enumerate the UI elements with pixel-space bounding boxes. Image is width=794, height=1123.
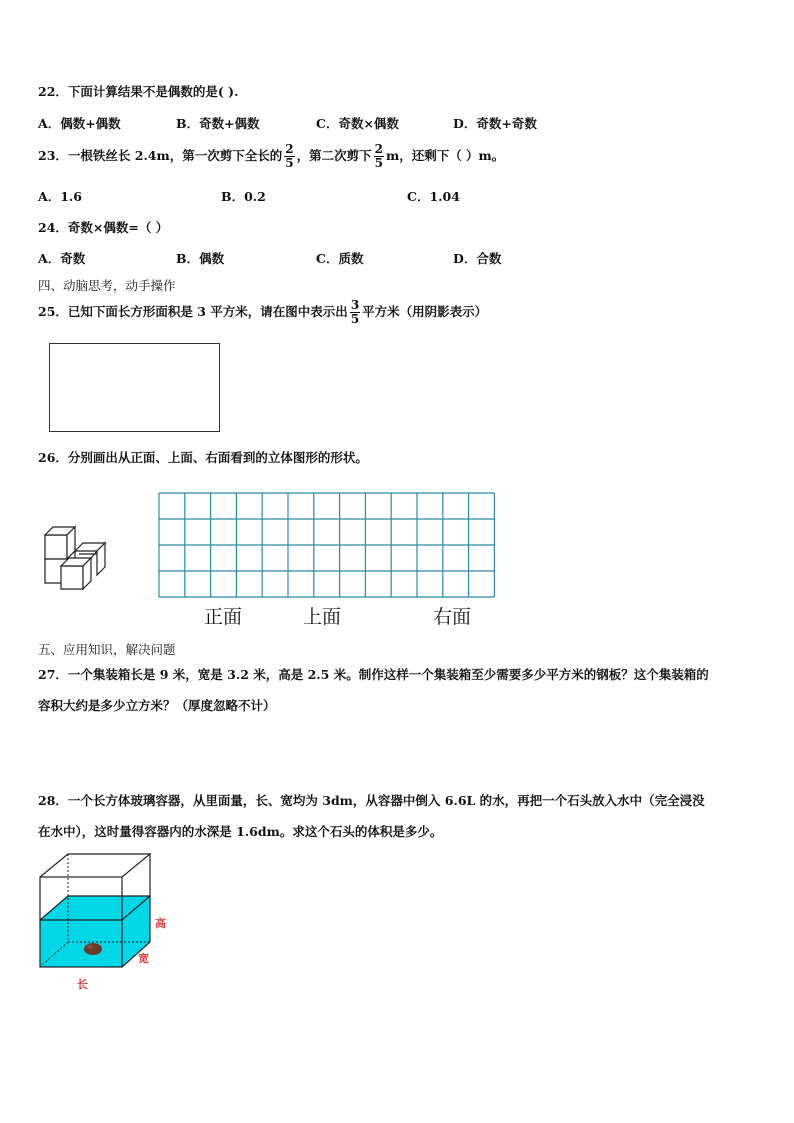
q23-frac1-numerator: 2 xyxy=(285,142,294,156)
container-width-label: 宽 xyxy=(138,952,149,965)
q23-fraction-2 xyxy=(374,143,384,170)
q24-option-a: A．奇数 xyxy=(38,251,86,266)
q23-fraction-1 xyxy=(284,143,294,170)
cube-stack-figure xyxy=(40,520,110,590)
q22-option-d: D．奇数+奇数 xyxy=(453,116,537,131)
q25-fraction xyxy=(350,299,360,326)
q23-option-b: B．0.2 xyxy=(221,189,266,204)
q25-stem-part-a: 25．已知下面长方形面积是 3 平方米，请在图中表示出 xyxy=(38,304,348,319)
q27-line-1: 27．一个集装箱长是 9 米，宽是 3.2 米，高是 2.5 米。制作这样一个集装箱至少需要多少平方米的钢板？这个集装箱的 xyxy=(38,667,709,682)
grid-label-top: 上面 xyxy=(303,606,342,628)
q23-stem-part-c: m，还剩下（ ）m。 xyxy=(385,148,505,163)
q27-line-2: 容积大约是多少立方米？（厚度忽略不计） xyxy=(38,698,276,713)
q23-stem xyxy=(38,142,504,170)
q28-line-1: 28．一个长方体玻璃容器，从里面量，长、宽均为 3dm，从容器中倒入 6.6L 的水，再把一个石头放入水中（完全浸没 xyxy=(38,793,705,808)
grid-label-right: 右面 xyxy=(433,606,472,628)
q24-option-d: D．合数 xyxy=(453,251,502,266)
q25-frac-numerator: 3 xyxy=(350,298,360,312)
q28-line-2: 在水中），这时量得容器内的水深是 1.6dm。求这个石头的体积是多少。 xyxy=(38,824,443,839)
section-4-heading: 四、动脑思考，动手操作 xyxy=(38,278,176,293)
q25-frac-denominator: 5 xyxy=(350,312,360,326)
q23-frac2-numerator: 2 xyxy=(374,142,383,156)
q25-stem xyxy=(38,298,487,326)
q24-stem: 24．奇数×偶数=（ ） xyxy=(38,220,169,235)
q23-stem-part-b: ，第二次剪下 xyxy=(296,148,372,163)
q24-option-c: C．质数 xyxy=(316,251,364,266)
q24-option-b: B．偶数 xyxy=(176,251,225,266)
q23-frac1-denominator: 5 xyxy=(285,156,294,170)
container-length-label: 长 xyxy=(77,978,88,991)
q23-option-a: A．1.6 xyxy=(38,189,82,204)
q23-stem-part-a: 23．一根铁丝长 2.4m，第一次剪下全长的 xyxy=(38,148,283,163)
stone-shape xyxy=(84,943,102,955)
q26-stem: 26．分别画出从正面、上面、右面看到的立体图形的形状。 xyxy=(38,450,368,465)
q22-option-b: B．奇数+偶数 xyxy=(176,116,260,131)
q22-option-c: C．奇数×偶数 xyxy=(316,116,399,131)
q25-rectangle[interactable] xyxy=(49,343,220,432)
q23-frac2-denominator: 5 xyxy=(374,156,383,170)
grid-label-front: 正面 xyxy=(204,606,243,628)
q22-option-a: A．偶数+偶数 xyxy=(38,116,121,131)
q25-stem-part-b: 平方米（用阴影表示） xyxy=(362,304,488,319)
q23-option-c: C．1.04 xyxy=(407,189,460,204)
q22-stem: 22．下面计算结果不是偶数的是( ). xyxy=(38,84,239,99)
section-5-heading: 五、应用知识，解决问题 xyxy=(38,642,176,657)
drawing-grid[interactable] xyxy=(158,492,496,600)
container-height-label: 高 xyxy=(155,917,166,930)
